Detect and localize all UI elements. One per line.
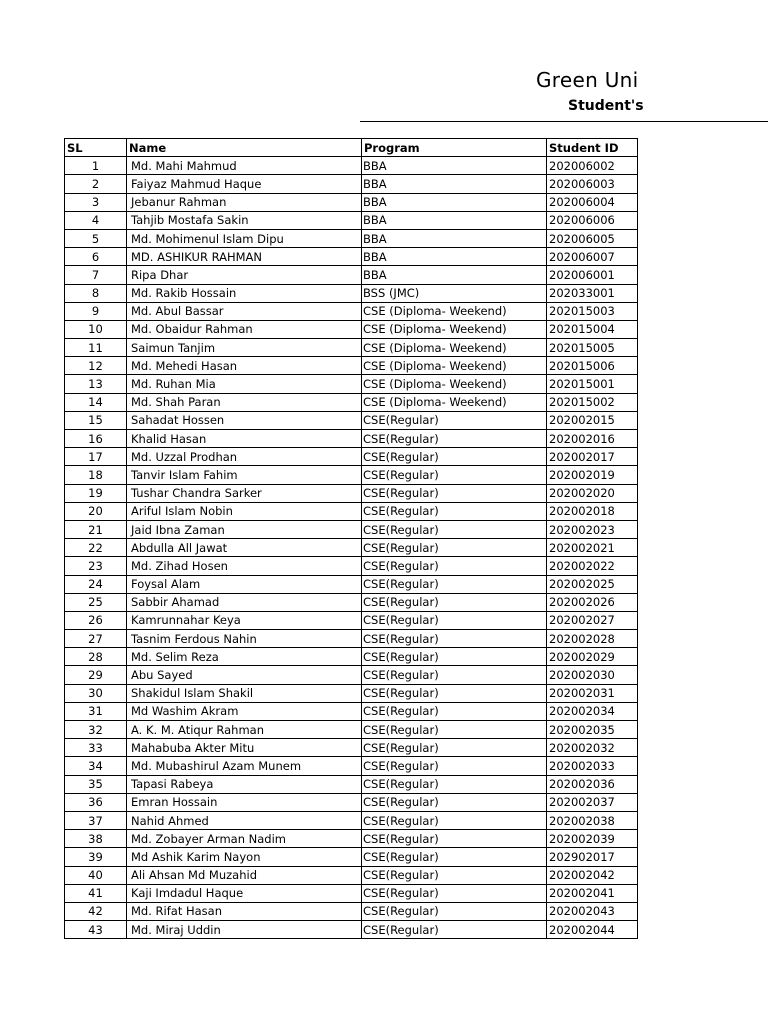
cell-name: Faiyaz Mahmud Haque <box>127 175 362 193</box>
cell-sl: 23 <box>65 557 127 575</box>
cell-name: Abdulla All Jawat <box>127 539 362 557</box>
cell-sl: 17 <box>65 448 127 466</box>
cell-program: CSE(Regular) <box>362 811 547 829</box>
table-row <box>65 248 638 266</box>
cell-sl: 21 <box>65 520 127 538</box>
cell-sl: 26 <box>65 611 127 629</box>
subtitle-underline <box>360 121 768 122</box>
cell-student-id: 202002015 <box>547 411 638 429</box>
table-row <box>65 520 638 538</box>
cell-student-id: 202006007 <box>547 248 638 266</box>
cell-sl: 18 <box>65 466 127 484</box>
cell-program: CSE (Diploma- Weekend) <box>362 302 547 320</box>
cell-program: BBA <box>362 175 547 193</box>
cell-name: Md. Obaidur Rahman <box>127 320 362 338</box>
table-row <box>65 484 638 502</box>
cell-student-id: 202002035 <box>547 721 638 739</box>
cell-name: Md. Zihad Hosen <box>127 557 362 575</box>
cell-student-id: 202033001 <box>547 284 638 302</box>
cell-sl: 9 <box>65 302 127 320</box>
cell-sl: 5 <box>65 229 127 247</box>
cell-program: BBA <box>362 229 547 247</box>
table-row <box>65 775 638 793</box>
cell-sl: 35 <box>65 775 127 793</box>
table-row <box>65 339 638 357</box>
table-row <box>65 902 638 920</box>
cell-sl: 43 <box>65 921 127 939</box>
cell-sl: 10 <box>65 320 127 338</box>
cell-program: CSE(Regular) <box>362 575 547 593</box>
cell-program: CSE(Regular) <box>362 775 547 793</box>
cell-program: CSE(Regular) <box>362 721 547 739</box>
table-row <box>65 593 638 611</box>
table-row <box>65 575 638 593</box>
cell-student-id: 202002026 <box>547 593 638 611</box>
cell-name: Md. Rifat Hasan <box>127 902 362 920</box>
cell-student-id: 202902017 <box>547 848 638 866</box>
table-row <box>65 430 638 448</box>
cell-sl: 36 <box>65 793 127 811</box>
table-body <box>65 157 638 939</box>
cell-student-id: 202002025 <box>547 575 638 593</box>
cell-sl: 33 <box>65 739 127 757</box>
cell-sl: 42 <box>65 902 127 920</box>
cell-program: CSE(Regular) <box>362 884 547 902</box>
cell-name: Md Ashik Karim Nayon <box>127 848 362 866</box>
cell-student-id: 202002017 <box>547 448 638 466</box>
cell-sl: 29 <box>65 666 127 684</box>
table-row <box>65 811 638 829</box>
cell-sl: 7 <box>65 266 127 284</box>
cell-name: Sahadat Hossen <box>127 411 362 429</box>
cell-name: Kaji Imdadul Haque <box>127 884 362 902</box>
cell-student-id: 202002022 <box>547 557 638 575</box>
cell-program: CSE (Diploma- Weekend) <box>362 339 547 357</box>
cell-student-id: 202002043 <box>547 902 638 920</box>
cell-student-id: 202015002 <box>547 393 638 411</box>
table-row <box>65 921 638 939</box>
table-row <box>65 157 638 175</box>
cell-student-id: 202002029 <box>547 648 638 666</box>
column-header-sl: SL <box>65 139 127 157</box>
table-row <box>65 830 638 848</box>
cell-program: BSS (JMC) <box>362 284 547 302</box>
cell-name: Md. Mohimenul Islam Dipu <box>127 229 362 247</box>
cell-student-id: 202002041 <box>547 884 638 902</box>
table-row <box>65 539 638 557</box>
cell-name: Ariful Islam Nobin <box>127 502 362 520</box>
cell-student-id: 202002032 <box>547 739 638 757</box>
table-row <box>65 393 638 411</box>
cell-program: CSE(Regular) <box>362 557 547 575</box>
table-row <box>65 284 638 302</box>
table-row <box>65 375 638 393</box>
table-row <box>65 884 638 902</box>
cell-name: Ali Ahsan Md Muzahid <box>127 866 362 884</box>
table-row <box>65 557 638 575</box>
table-row <box>65 702 638 720</box>
cell-name: Md. Ruhan Mia <box>127 375 362 393</box>
table-row <box>65 848 638 866</box>
cell-program: CSE (Diploma- Weekend) <box>362 393 547 411</box>
column-header-program: Program <box>362 139 547 157</box>
cell-program: CSE(Regular) <box>362 539 547 557</box>
cell-name: Tahjib Mostafa Sakin <box>127 211 362 229</box>
cell-name: Khalid Hasan <box>127 430 362 448</box>
cell-student-id: 202002030 <box>547 666 638 684</box>
cell-sl: 8 <box>65 284 127 302</box>
cell-student-id: 202002036 <box>547 775 638 793</box>
cell-name: Md. Mehedi Hasan <box>127 357 362 375</box>
cell-name: Md. Miraj Uddin <box>127 921 362 939</box>
cell-name: Jaid Ibna Zaman <box>127 520 362 538</box>
table-row <box>65 229 638 247</box>
cell-sl: 38 <box>65 830 127 848</box>
cell-student-id: 202002042 <box>547 866 638 884</box>
cell-program: CSE(Regular) <box>362 630 547 648</box>
cell-student-id: 202006003 <box>547 175 638 193</box>
table-row <box>65 448 638 466</box>
cell-sl: 11 <box>65 339 127 357</box>
cell-program: CSE(Regular) <box>362 830 547 848</box>
cell-student-id: 202006005 <box>547 229 638 247</box>
cell-student-id: 202002034 <box>547 702 638 720</box>
column-header-student-id: Student ID <box>547 139 638 157</box>
cell-program: CSE(Regular) <box>362 866 547 884</box>
cell-program: BBA <box>362 266 547 284</box>
cell-program: CSE (Diploma- Weekend) <box>362 357 547 375</box>
cell-sl: 41 <box>65 884 127 902</box>
cell-name: Md. Abul Bassar <box>127 302 362 320</box>
cell-name: Md Washim Akram <box>127 702 362 720</box>
table-row <box>65 757 638 775</box>
cell-program: CSE(Regular) <box>362 448 547 466</box>
cell-student-id: 202002031 <box>547 684 638 702</box>
table-row <box>65 193 638 211</box>
cell-student-id: 202015005 <box>547 339 638 357</box>
cell-sl: 15 <box>65 411 127 429</box>
table-row <box>65 302 638 320</box>
table-row <box>65 266 638 284</box>
cell-name: Kamrunnahar Keya <box>127 611 362 629</box>
cell-student-id: 202015006 <box>547 357 638 375</box>
cell-sl: 24 <box>65 575 127 593</box>
university-title: Green Uni <box>536 68 639 92</box>
cell-program: CSE(Regular) <box>362 684 547 702</box>
cell-student-id: 202002021 <box>547 539 638 557</box>
cell-sl: 40 <box>65 866 127 884</box>
cell-student-id: 202006006 <box>547 211 638 229</box>
table-row <box>65 502 638 520</box>
cell-program: CSE(Regular) <box>362 648 547 666</box>
cell-program: CSE(Regular) <box>362 502 547 520</box>
cell-program: CSE(Regular) <box>362 466 547 484</box>
cell-name: Ripa Dhar <box>127 266 362 284</box>
cell-student-id: 202006002 <box>547 157 638 175</box>
list-subtitle: Student's <box>568 98 644 114</box>
cell-name: Mahabuba Akter Mitu <box>127 739 362 757</box>
cell-program: CSE(Regular) <box>362 611 547 629</box>
cell-sl: 19 <box>65 484 127 502</box>
cell-student-id: 202002039 <box>547 830 638 848</box>
table-row <box>65 721 638 739</box>
cell-name: Abu Sayed <box>127 666 362 684</box>
student-table <box>64 138 638 939</box>
cell-name: Md. Uzzal Prodhan <box>127 448 362 466</box>
cell-name: Sabbir Ahamad <box>127 593 362 611</box>
cell-name: Saimun Tanjim <box>127 339 362 357</box>
cell-sl: 25 <box>65 593 127 611</box>
cell-program: BBA <box>362 211 547 229</box>
table-row <box>65 630 638 648</box>
cell-student-id: 202002044 <box>547 921 638 939</box>
cell-program: CSE(Regular) <box>362 593 547 611</box>
cell-sl: 37 <box>65 811 127 829</box>
table-row <box>65 211 638 229</box>
cell-name: Foysal Alam <box>127 575 362 593</box>
table-row <box>65 866 638 884</box>
cell-name: Tanvir Islam Fahim <box>127 466 362 484</box>
cell-sl: 4 <box>65 211 127 229</box>
cell-program: CSE(Regular) <box>362 484 547 502</box>
cell-sl: 30 <box>65 684 127 702</box>
cell-sl: 2 <box>65 175 127 193</box>
cell-program: CSE (Diploma- Weekend) <box>362 375 547 393</box>
cell-program: CSE (Diploma- Weekend) <box>362 320 547 338</box>
table-row <box>65 466 638 484</box>
cell-program: CSE(Regular) <box>362 902 547 920</box>
cell-name: A. K. M. Atiqur Rahman <box>127 721 362 739</box>
table-row <box>65 611 638 629</box>
cell-student-id: 202002027 <box>547 611 638 629</box>
table-row <box>65 357 638 375</box>
cell-student-id: 202006004 <box>547 193 638 211</box>
cell-program: CSE(Regular) <box>362 757 547 775</box>
cell-student-id: 202015003 <box>547 302 638 320</box>
table-row <box>65 320 638 338</box>
cell-name: Tapasi Rabeya <box>127 775 362 793</box>
cell-program: CSE(Regular) <box>362 702 547 720</box>
table-row <box>65 666 638 684</box>
cell-name: Shakidul Islam Shakil <box>127 684 362 702</box>
cell-program: CSE(Regular) <box>362 848 547 866</box>
table-row <box>65 684 638 702</box>
cell-student-id: 202015001 <box>547 375 638 393</box>
cell-name: Md. Shah Paran <box>127 393 362 411</box>
cell-sl: 22 <box>65 539 127 557</box>
cell-name: Tushar Chandra Sarker <box>127 484 362 502</box>
cell-student-id: 202002019 <box>547 466 638 484</box>
cell-student-id: 202002028 <box>547 630 638 648</box>
table-row <box>65 648 638 666</box>
cell-student-id: 202002020 <box>547 484 638 502</box>
table-row <box>65 175 638 193</box>
cell-student-id: 202002037 <box>547 793 638 811</box>
column-header-name: Name <box>127 139 362 157</box>
cell-sl: 28 <box>65 648 127 666</box>
cell-program: CSE(Regular) <box>362 430 547 448</box>
cell-student-id: 202015004 <box>547 320 638 338</box>
cell-sl: 3 <box>65 193 127 211</box>
table-row <box>65 793 638 811</box>
cell-sl: 6 <box>65 248 127 266</box>
cell-name: Jebanur Rahman <box>127 193 362 211</box>
cell-sl: 13 <box>65 375 127 393</box>
cell-sl: 31 <box>65 702 127 720</box>
cell-sl: 34 <box>65 757 127 775</box>
cell-program: CSE(Regular) <box>362 739 547 757</box>
cell-program: CSE(Regular) <box>362 793 547 811</box>
cell-student-id: 202002038 <box>547 811 638 829</box>
table-row <box>65 411 638 429</box>
cell-program: CSE(Regular) <box>362 921 547 939</box>
cell-name: Md. Mubashirul Azam Munem <box>127 757 362 775</box>
cell-sl: 27 <box>65 630 127 648</box>
cell-student-id: 202002023 <box>547 520 638 538</box>
cell-program: CSE(Regular) <box>362 411 547 429</box>
cell-program: BBA <box>362 157 547 175</box>
cell-name: Tasnim Ferdous Nahin <box>127 630 362 648</box>
cell-student-id: 202002016 <box>547 430 638 448</box>
cell-name: Md. Selim Reza <box>127 648 362 666</box>
cell-program: BBA <box>362 193 547 211</box>
cell-sl: 16 <box>65 430 127 448</box>
cell-sl: 20 <box>65 502 127 520</box>
cell-name: Nahid Ahmed <box>127 811 362 829</box>
cell-program: CSE(Regular) <box>362 666 547 684</box>
table-row <box>65 739 638 757</box>
cell-sl: 14 <box>65 393 127 411</box>
cell-name: Md. Rakib Hossain <box>127 284 362 302</box>
cell-name: MD. ASHIKUR RAHMAN <box>127 248 362 266</box>
cell-name: Md. Zobayer Arman Nadim <box>127 830 362 848</box>
cell-sl: 1 <box>65 157 127 175</box>
cell-program: BBA <box>362 248 547 266</box>
cell-sl: 12 <box>65 357 127 375</box>
cell-student-id: 202006001 <box>547 266 638 284</box>
cell-student-id: 202002018 <box>547 502 638 520</box>
cell-name: Emran Hossain <box>127 793 362 811</box>
cell-student-id: 202002033 <box>547 757 638 775</box>
table-header-row <box>65 139 638 157</box>
cell-name: Md. Mahi Mahmud <box>127 157 362 175</box>
cell-program: CSE(Regular) <box>362 520 547 538</box>
cell-sl: 39 <box>65 848 127 866</box>
cell-sl: 32 <box>65 721 127 739</box>
